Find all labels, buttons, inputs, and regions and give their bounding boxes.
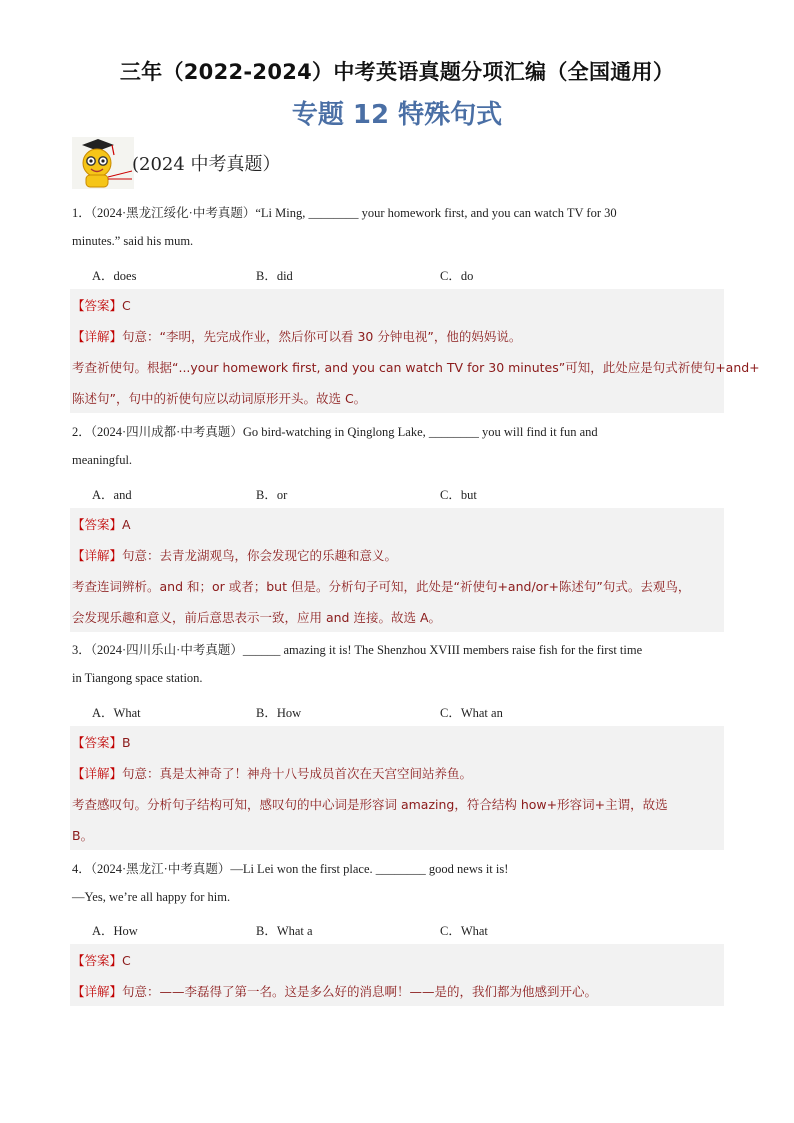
answer-box-3 (70, 726, 724, 850)
detail-line: 陈述句”，句中的祈使句应以动词原形开头。故选 C。 (72, 391, 367, 406)
question-4-line-2: —Yes, we’re all happy for him. (72, 890, 231, 904)
answer-row: 【答案】C (72, 298, 131, 313)
answer-row: 【答案】B (72, 735, 131, 750)
option-a: A．What (92, 706, 141, 720)
detail-row: 【详解】句意：——李磊得了第一名。这是多么好的消息啊！——是的，我们都为他感到开心。 (72, 984, 598, 999)
question-2-line-1: 2．（2024·四川成都·中考真题）Go bird-watching in Qinglong Lake, ________ you will find it fun and (72, 425, 598, 439)
question-2-line-2: meaningful. (72, 453, 133, 467)
detail-row: 【详解】句意：去青龙湖观鸟，你会发现它的乐趣和意义。 (72, 548, 398, 563)
detail-row: 【详解】句意：真是太神奇了！神舟十八号成员首次在天宫空间站养鱼。 (72, 766, 473, 781)
answer-box-2 (70, 508, 724, 632)
option-b: B．did (256, 269, 293, 283)
option-b: B．or (256, 488, 288, 502)
question-4-line-1: 4．（2024·黑龙江·中考真题）—Li Lei won the first place. ________ good news it is! (72, 862, 509, 876)
option-c: C．but (440, 488, 477, 502)
topic-title: 专题 12 特殊句式 (291, 100, 503, 130)
detail-line: 考查祈使句。根据“...your homework first, and you can watch TV for 30 minutes”可知，此处应是句式祈使句+and+ (72, 360, 760, 375)
option-a: A．and (92, 488, 132, 502)
option-b: B．How (256, 706, 302, 720)
answer-box-1 (70, 289, 760, 413)
question-1-line-2: minutes.” said his mum. (72, 234, 194, 248)
answer-box-4 (70, 944, 724, 1006)
answer-row: 【答案】C (72, 953, 131, 968)
graduate-mascot-icon (72, 137, 134, 189)
option-b: B．What a (256, 924, 313, 938)
page-title: 三年（2022-2024）中考英语真题分项汇编（全国通用） (119, 60, 675, 84)
option-c: C．What (440, 924, 488, 938)
detail-row: 【详解】句意：“李明，先完成作业，然后你可以看 30 分钟电视”，他的妈妈说。 (72, 329, 522, 344)
detail-line: 考查连词辨析。and 和；or 或者；but 但是。分析句子可知，此处是“祈使句+and/or+陈述句”句式。去观鸟， (72, 579, 691, 594)
option-a: A．How (92, 924, 138, 938)
option-c: C．What an (440, 706, 503, 720)
section-label: (2024 中考真题） (132, 154, 281, 175)
detail-line: 会发现乐趣和意义，前后意思表示一致，应用 and 连接。故选 A。 (72, 610, 441, 625)
question-3-line-2: in Tiangong space station. (72, 671, 203, 685)
question-1-line-1: 1．（2024·黑龙江绥化·中考真题）“Li Ming, ________ your homework first, and you can watch TV for 30 (72, 206, 617, 220)
detail-line: B。 (72, 828, 94, 843)
question-3-line-1: 3．（2024·四川乐山·中考真题）______ amazing it is! The Shenzhou XVIII members raise fish for the first time (72, 643, 643, 657)
section-heading (72, 137, 372, 189)
answer-row: 【答案】A (72, 517, 131, 532)
option-c: C．do (440, 269, 474, 283)
detail-line: 考查感叹句。分析句子结构可知，感叹句的中心词是形容词 amazing，符合结构 how+形容词+主谓，故选 (72, 797, 668, 812)
option-a: A．does (92, 269, 137, 283)
